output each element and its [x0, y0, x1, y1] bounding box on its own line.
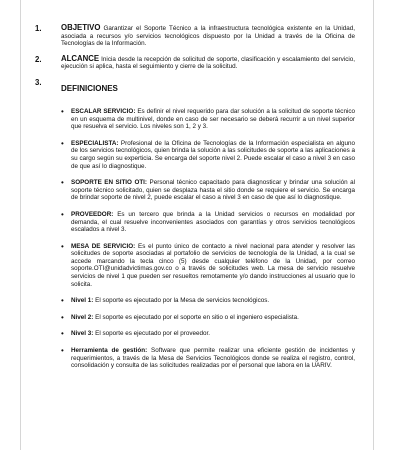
definition-text: Es un tercero que brinda a la Unidad servicios o recursos en modalidad por demanda, el cual resuelve inconvenientes asociados con garantías y otros servicios tecnológicos escalados a nivel 3.	[71, 210, 355, 234]
bullet-icon: •	[61, 106, 64, 116]
definition-item	[35, 347, 355, 370]
definition-text: Personal técnico capacitado para diagnosticar y brindar una solución al soporte técnico solicitado, quien se desplaza hasta el sitio donde se requiere el servicio. Se encarga de brindar soporte de nivel 2, puede escalar el caso a nivel 3 en caso de que así lo diagnostique.	[71, 179, 355, 202]
definition-item	[35, 330, 355, 338]
section-body: Garantizar el Soporte Técnico a la infraestructura tecnológica existente en la Unidad, asociada a recursos y/o servicios tecnológicos dispuesto por la Unidad a través de la Oficina de Tecnologías de la Información.	[61, 25, 355, 48]
definition-text: Software que permite realizar una eficiente gestión de incidentes y requerimientos, a través de la Mesa de Servicios Tecnológicos donde se realiza el registro, control, consolidación y consulta de las solicitudes realizadas por el personal que labora en la UARIV.	[71, 347, 356, 370]
definition-item	[35, 314, 355, 322]
definition-text: Es el punto único de contacto a nivel nacional para atender y resolver las solicitudes de soporte asociadas al portafolio de servicios de tecnología de la Unidad, a la cual se accede marcando la tecla cinco (5) desde cualquier teléfono de la Unidad, por correo soporte.OTI@unidadvictimas.gov.co o a través de solicitudes web. La mesa de servicio resuelve servicios de nivel 1 que pueden ser resueltos remotamente y/o dando instrucciones al usuario que lo solicita.	[71, 242, 356, 288]
definition-term: Nivel 1:	[71, 297, 94, 305]
bullet-icon: •	[61, 312, 64, 322]
bullet-icon: •	[61, 346, 64, 356]
bullet-icon: •	[61, 296, 64, 306]
section-title: ALCANCE	[61, 53, 100, 63]
bullet-icon: •	[61, 178, 64, 188]
definition-item	[35, 243, 355, 289]
section-number: 1.	[35, 24, 42, 33]
definition-item	[35, 140, 355, 170]
definition-text: El soporte es ejecutado por el proveedor.	[93, 330, 210, 338]
bullet-icon: •	[61, 329, 64, 339]
document-content	[35, 24, 355, 379]
definition-term: PROVEEDOR:	[71, 210, 114, 218]
definition-term: Nivel 2:	[71, 313, 94, 321]
definition-item	[35, 297, 355, 305]
bullet-icon: •	[61, 209, 64, 219]
definition-term: MESA DE SERVICIO:	[71, 242, 136, 250]
definition-term: Herramienta de gestión:	[71, 347, 148, 355]
section-body: Inicia desde la recepción de solicitud de soporte, clasificación y escalamiento del servicio, ejecución si aplica, hasta el seguimiento y cierre de la solicitud.	[61, 55, 355, 71]
definition-text: El soporte es ejecutado por el soporte en sitio o el ingeniero especialista.	[93, 313, 299, 321]
definition-item	[35, 211, 355, 234]
definition-term: Nivel 3:	[71, 330, 94, 338]
definition-text: Es definir el nivel requerido para dar solución a la solicitud de soporte técnico en un esquema de multinivel, donde en caso de ser necesario se deberá recurrir a un nivel superior que resuelva el servicio. Los niveles son 1, 2 y 3.	[71, 107, 355, 131]
section-objetivo	[35, 24, 355, 48]
bullet-icon: •	[61, 241, 64, 251]
definition-text: Profesional de la Oficina de Tecnologías de la Información especialista en alguno de los servicios tecnológicos, quien brinda la solución a las solicitudes de soporte a las aplicaciones a su cargo según su experticia. Se encarga del soporte nivel 2. Puede escalar el caso a nivel 3 en caso de que así lo diagnostique.	[71, 139, 355, 170]
section-definiciones	[35, 78, 355, 96]
definition-term: ESCALAR SERVICIO:	[71, 107, 136, 115]
section-number: 2.	[35, 54, 42, 64]
definition-text: El soporte es ejecutado por la Mesa de servicios tecnológicos.	[93, 297, 270, 305]
document-page	[20, 0, 374, 450]
bullet-icon: •	[61, 138, 64, 148]
section-number: 3.	[35, 77, 42, 87]
definition-item	[35, 108, 355, 131]
section-alcance	[35, 55, 355, 71]
definition-item	[35, 179, 355, 202]
definition-term: ESPECIALISTA:	[71, 139, 119, 147]
section-title: DEFINICIONES	[61, 83, 118, 93]
section-title: OBJETIVO	[61, 23, 101, 32]
definition-term: SOPORTE EN SITIO OTI:	[71, 179, 148, 187]
